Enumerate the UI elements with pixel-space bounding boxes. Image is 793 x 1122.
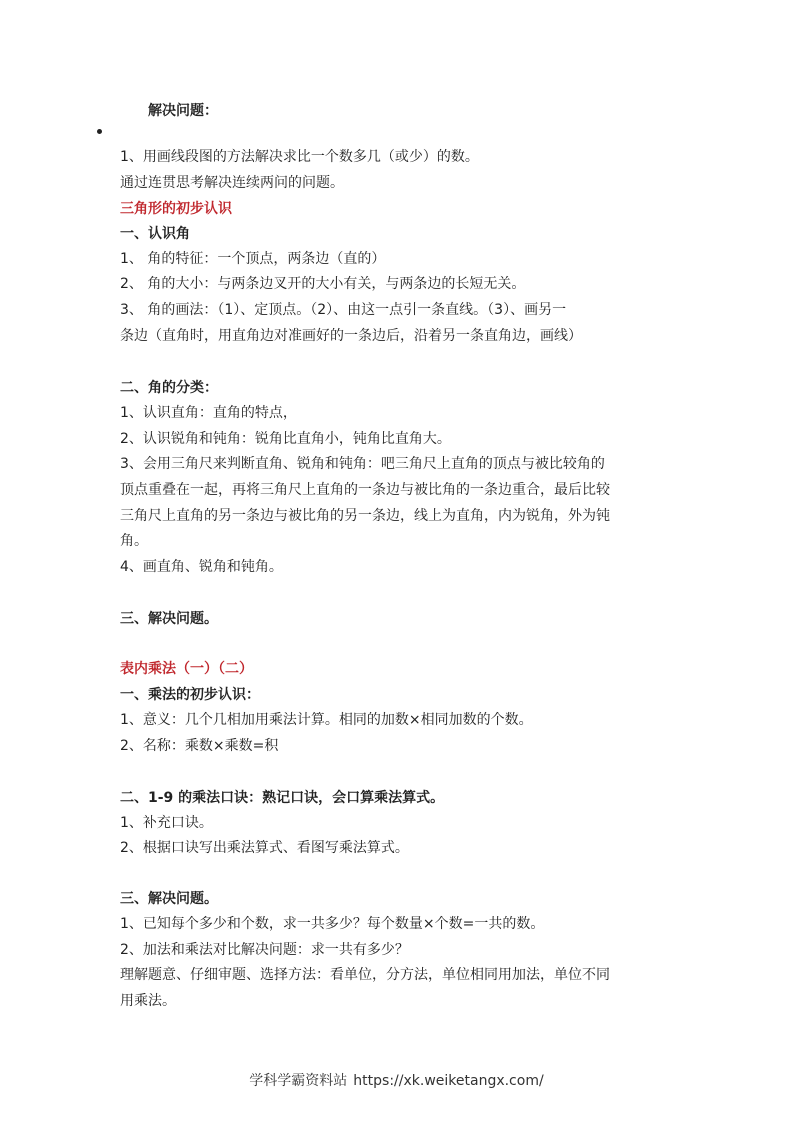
- list-item: 理解题意、仔细审题、选择方法：看单位，分方法，单位相同用加法，单位不同: [120, 967, 610, 983]
- list-item: 1、已知每个多少和个数，求一共多少？每个数量×个数=一共的数。: [120, 916, 545, 932]
- heading-recognize-angle: 一、认识角: [120, 226, 190, 242]
- list-item: 3、会用三角尺来判断直角、锐角和钝角：吧三角尺上直角的顶点与被比较角的: [120, 456, 605, 472]
- footer-site-name: 学科学霸资料站: [249, 1073, 348, 1089]
- section-title-multiplication: 表内乘法（一）（二）: [120, 661, 253, 677]
- list-item: 1、意义：几个几相加用乘法计算。相同的加数×相同加数的个数。: [120, 712, 533, 728]
- list-item: 2、 角的大小：与两条边叉开的大小有关，与两条边的长短无关。: [120, 276, 526, 292]
- heading-multiplication-table: 二、1-9 的乘法口诀：熟记口诀，会口算乘法算式。: [120, 790, 445, 806]
- list-item: 2、加法和乘法对比解决问题：求一共有多少？: [120, 942, 409, 958]
- bullet-point: [97, 129, 102, 134]
- list-item-continued: 三角尺上直角的另一条边与被比角的另一条边，线上为直角，内为锐角，外为钝: [120, 508, 610, 524]
- page-footer: [0, 1070, 793, 1090]
- intro-line-2: 通过连贯思考解决连续两问的问题。: [120, 175, 344, 191]
- intro-heading: 解决问题：: [148, 103, 218, 119]
- list-item-continued: 条边（直角时，用直角边对准画好的一条边后，沿着另一条直角边，画线）: [120, 328, 582, 344]
- heading-solve-problems-2: 三、解决问题。: [120, 891, 218, 907]
- list-item-continued: 角。: [120, 533, 148, 549]
- list-item: 2、名称：乘数×乘数=积: [120, 738, 279, 754]
- list-item-continued: 用乘法。: [120, 993, 176, 1009]
- list-item: 2、认识锐角和钝角：锐角比直角小，钝角比直角大。: [120, 431, 451, 447]
- list-item: 1、 角的特征：一个顶点，两条边（直的）: [120, 251, 386, 267]
- list-item: 1、补充口诀。: [120, 815, 213, 831]
- intro-line-1: 1、用画线段图的方法解决求比一个数多几（或少）的数。: [120, 149, 479, 165]
- list-item: 4、画直角、锐角和钝角。: [120, 559, 283, 575]
- heading-solve-problems: 三、解决问题。: [120, 611, 218, 627]
- heading-multiplication-intro: 一、乘法的初步认识：: [120, 687, 260, 703]
- heading-angle-classification: 二、角的分类：: [120, 380, 218, 396]
- list-item-continued: 顶点重叠在一起，再将三角尺上直角的一条边与被比角的一条边重合，最后比较: [120, 482, 610, 498]
- footer-url-link[interactable]: https://xk.weiketangx.com/: [353, 1073, 544, 1089]
- list-item: 1、认识直角：直角的特点，: [120, 405, 297, 421]
- list-item: 3、 角的画法：（1）、定顶点。（2）、由这一点引一条直线。（3）、画另一: [120, 302, 567, 318]
- section-title-triangle: 三角形的初步认识: [120, 201, 232, 217]
- list-item: 2、根据口诀写出乘法算式、看图写乘法算式。: [120, 840, 409, 856]
